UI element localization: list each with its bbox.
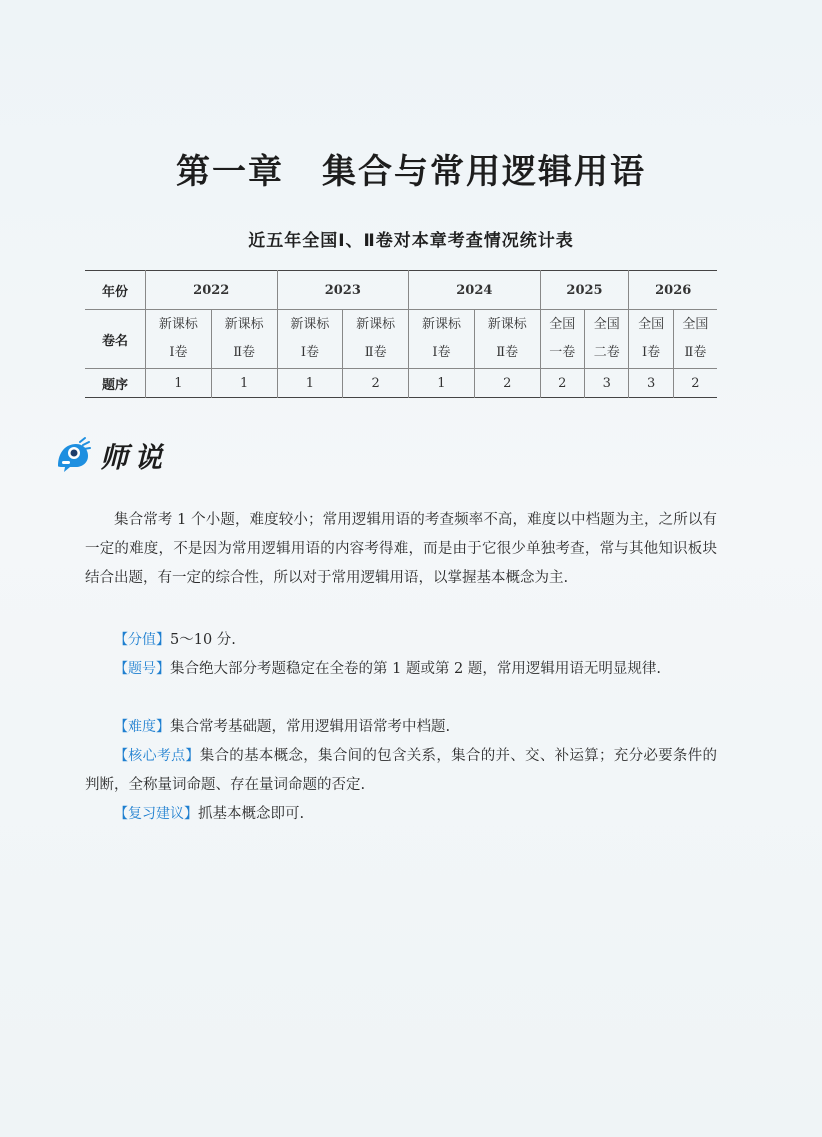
row-header-paper: 卷名 <box>85 310 146 369</box>
order-cell: 1 <box>277 369 343 398</box>
order-cell: 2 <box>474 369 540 398</box>
order-cell: 1 <box>409 369 475 398</box>
paper-cell: 新课标 Ⅰ卷 <box>146 310 212 369</box>
row-header-year: 年份 <box>85 271 146 310</box>
item-text: 5～10 分. <box>170 632 236 648</box>
item-difficulty <box>85 713 717 742</box>
item-tag: 【题号】 <box>114 661 170 677</box>
item-question-number <box>85 655 717 684</box>
paper-cell: 全国 一卷 <box>540 310 584 369</box>
paper-cell: 全国 Ⅰ卷 <box>629 310 673 369</box>
item-tag: 【难度】 <box>114 719 170 735</box>
table-caption: 近五年全国Ⅰ、Ⅱ卷对本章考查情况统计表 <box>248 231 574 251</box>
item-score <box>85 626 717 655</box>
item-review-advice <box>85 800 717 829</box>
table-row-order <box>85 369 717 398</box>
order-cell: 2 <box>343 369 409 398</box>
year-cell: 2024 <box>409 271 541 310</box>
item-text: 集合的基本概念，集合间的包含关系，集合的并、交、补运算；充分必要条件的判断，全称量词命题、存在量词命题的否定. <box>85 748 718 793</box>
order-cell: 2 <box>673 369 717 398</box>
exam-statistics-table <box>85 270 717 398</box>
item-text: 集合绝大部分考题稳定在全卷的第 1 题或第 2 题，常用逻辑用语无明显规律. <box>170 661 661 677</box>
paper-cell: 新课标 Ⅱ卷 <box>211 310 277 369</box>
item-tag: 【分值】 <box>114 632 170 648</box>
year-cell: 2023 <box>277 271 409 310</box>
paper-cell: 新课标 Ⅰ卷 <box>409 310 475 369</box>
table-row-year <box>85 271 717 310</box>
order-cell: 3 <box>629 369 673 398</box>
section-title: 师说 <box>100 441 169 474</box>
order-cell: 2 <box>540 369 584 398</box>
paper-cell: 新课标 Ⅱ卷 <box>474 310 540 369</box>
row-header-order: 题序 <box>85 369 146 398</box>
table-row-paper <box>85 310 717 369</box>
item-tag: 【核心考点】 <box>114 748 200 764</box>
paper-cell: 全国 Ⅱ卷 <box>673 310 717 369</box>
order-cell: 1 <box>146 369 212 398</box>
chapter-name: 集合与常用逻辑用语 <box>322 152 646 192</box>
chapter-number: 第一章 <box>176 152 284 192</box>
year-cell: 2022 <box>146 271 278 310</box>
paper-cell: 新课标 Ⅰ卷 <box>277 310 343 369</box>
order-cell: 3 <box>585 369 629 398</box>
intro-paragraph: 集合常考 1 个小题，难度较小；常用逻辑用语的考查频率不高，难度以中档题为主，之所以有一定的难度，不是因为常用逻辑用语的内容考得难，而是由于它很少单独考查，常与其他知识板块结合出题，有一定的综合性，所以对于常用逻辑用语，以掌握基本概念为主. <box>85 512 717 586</box>
chapter-title <box>0 144 822 193</box>
year-cell: 2025 <box>540 271 629 310</box>
section-header <box>52 436 168 476</box>
item-text: 抓基本概念即可. <box>198 806 305 822</box>
order-cell: 1 <box>211 369 277 398</box>
item-text: 集合常考基础题，常用逻辑用语常考中档题. <box>170 719 451 735</box>
year-cell: 2026 <box>629 271 717 310</box>
item-tag: 【复习建议】 <box>114 806 198 822</box>
item-core-points <box>85 742 717 800</box>
teacher-speech-icon <box>52 436 92 476</box>
paper-cell: 新课标 Ⅱ卷 <box>343 310 409 369</box>
paper-cell: 全国 二卷 <box>585 310 629 369</box>
